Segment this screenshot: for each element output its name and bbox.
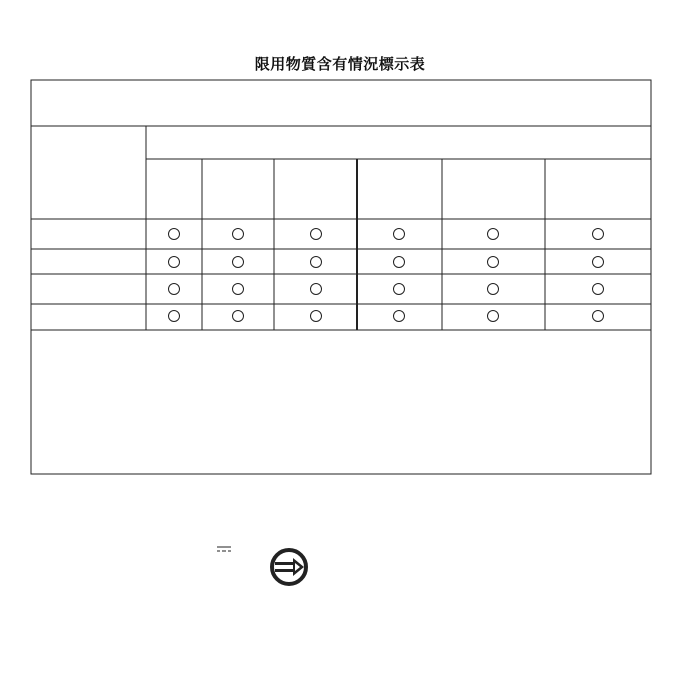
table-cell-circle-mark <box>310 256 322 268</box>
direct-current-icon <box>217 546 231 552</box>
bsmi-icon <box>269 547 309 587</box>
table-cell-circle-mark <box>232 310 244 322</box>
table-border <box>31 80 651 474</box>
table-cell-circle-mark <box>487 256 499 268</box>
table-cell-circle-mark <box>168 228 180 240</box>
table-cell-circle-mark <box>232 256 244 268</box>
table-cell-circle-mark <box>232 283 244 295</box>
table-cell-circle-mark <box>310 283 322 295</box>
table-cell-circle-mark <box>310 310 322 322</box>
table-cell-circle-mark <box>393 256 405 268</box>
table-cell-circle-mark <box>487 283 499 295</box>
table-cell-circle-mark <box>393 228 405 240</box>
table-cell-circle-mark <box>393 310 405 322</box>
table-cell-circle-mark <box>592 256 604 268</box>
table-cell-circle-mark <box>168 256 180 268</box>
table-cell-circle-mark <box>592 283 604 295</box>
table-cell-circle-mark <box>592 310 604 322</box>
table-cell-circle-mark <box>232 228 244 240</box>
table-cell-circle-mark <box>592 228 604 240</box>
table-cell-circle-mark <box>393 283 405 295</box>
table-cell-circle-mark <box>487 310 499 322</box>
table-cell-circle-mark <box>487 228 499 240</box>
page-title: 限用物質含有情況標示表 <box>254 55 426 73</box>
table-cell-circle-mark <box>168 283 180 295</box>
table-cell-circle-mark <box>310 228 322 240</box>
table-cell-circle-mark <box>168 310 180 322</box>
